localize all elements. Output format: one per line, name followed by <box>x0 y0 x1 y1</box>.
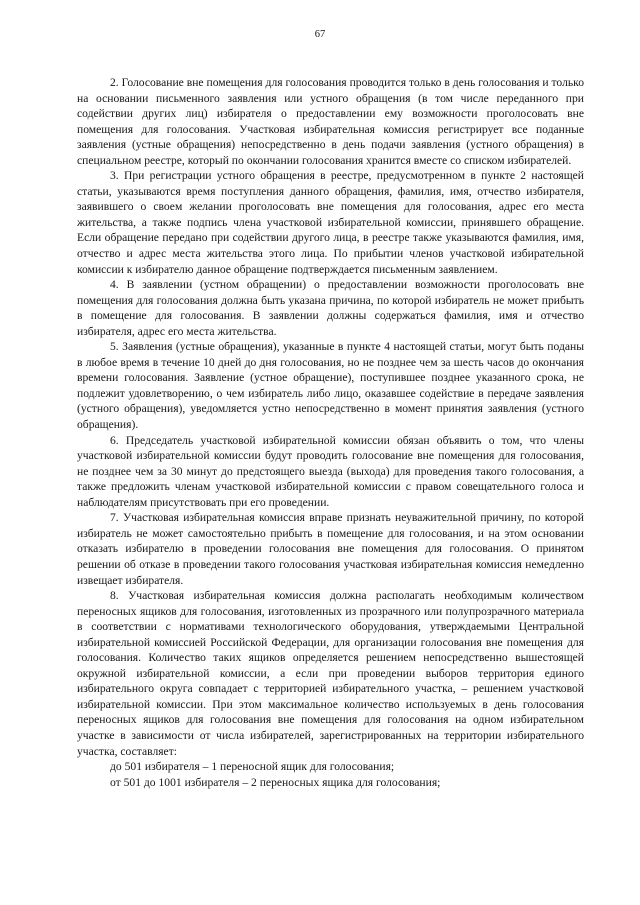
paragraph-item-8: 8. Участковая избирательная комиссия должна располагать необходимым количеством переносных ящиков для голосования, изготовленных из прозрачного или полупрозрачного материала в соответствии с нормативами технологического оборудования, утверждаемыми Центральной избирательной комиссией Российской Федерации, для организации голосования вне помещения для голосования. Количество таких ящиков определяется решением непосредственно вышестоящей окружной избирательной комиссии, а если при проведении выборов территория единого избирательного округа совпадает с территорией избирательного участка, – решением участковой избирательной комиссии. При этом максимальное количество используемых в день голосования переносных ящиков для голосования вне помещения для голосования на одном избирательном участке в зависимости от числа избирателей, зарегистрированных на территории избирательного участка, составляет: <box>77 589 584 758</box>
list-line-up-to-501: до 501 избирателя – 1 переносной ящик для голосования; <box>110 760 395 774</box>
page-number: 67 <box>314 29 326 40</box>
paragraph-item-4: 4. В заявлении (устном обращении) о предоставлении возможности проголосовать вне помещения для голосования должна быть указана причина, по которой избиратель не может прибыть в помещение для голосования. В заявлении должны содержаться фамилия, имя и отчество избирателя, адрес его места жительства. <box>77 278 584 338</box>
paragraph-item-7: 7. Участковая избирательная комиссия вправе признать неуважительной причину, по которой избиратель не может самостоятельно прибыть в помещение для голосования, и на этом основании отказать избирателю в проведении голосования вне помещения для голосования. О принятом решении об отказе в проведении такого голосования участковая избирательная комиссия немедленно извещает избирателя. <box>77 511 584 587</box>
document-body <box>77 75 584 790</box>
paragraph-item-6: 6. Председатель участковой избирательной комиссии обязан объявить о том, что члены участковой избирательной комиссии будут проводить голосование вне помещения для голосования, не позднее чем за 30 минут до предстоящего выезда (выхода) для проведения такого голосования, а также предложить членам участковой избирательной комиссии с правом совещательного голоса и наблюдателям присутствовать при его проведении. <box>77 433 584 509</box>
paragraph-item-2: 2. Голосование вне помещения для голосования проводится только в день голосования и только на основании письменного заявления или устного обращения (в том числе переданного при содействии других лиц) избирателя о предоставлении ему возможности проголосовать вне помещения для голосования. Участковая избирательная комиссия регистрирует все поданные заявления (устные обращения) непосредственно в день подачи заявления (устного обращения) в специальном реестре, который по окончании голосования хранится вместе со списком избирателей. <box>77 76 584 167</box>
paragraph-item-3: 3. При регистрации устного обращения в реестре, предусмотренном в пункте 2 настоящей статьи, указываются время поступления данного обращения, фамилия, имя, отчество избирателя, заявившего о своем желании проголосовать вне помещения для голосования, адрес его места жительства, а также подпись члена участковой избирательной комиссии, принявшего обращение. Если обращение передано при содействии другого лица, в реестре также указываются фамилия, имя, отчество и адрес места жительства этого лица. По прибытии членов участковой избирательной комиссии к избирателю данное обращение подтверждается письменным заявлением. <box>77 169 584 276</box>
paragraph-item-5: 5. Заявления (устные обращения), указанные в пункте 4 настоящей статьи, могут быть поданы в любое время в течение 10 дней до дня голосования, но не позднее чем за шесть часов до окончания времени голосования. Заявление (устное обращение), поступившее позднее указанного срока, не подлежит удовлетворению, о чем избиратель либо лицо, оказавшее содействие в передаче заявления (устного обращения), уведомляется устно непосредственно в момент принятия заявления (устного обращения). <box>77 340 584 432</box>
list-line-501-to-1001: от 501 до 1001 избирателя – 2 переносных ящика для голосования; <box>110 775 441 789</box>
